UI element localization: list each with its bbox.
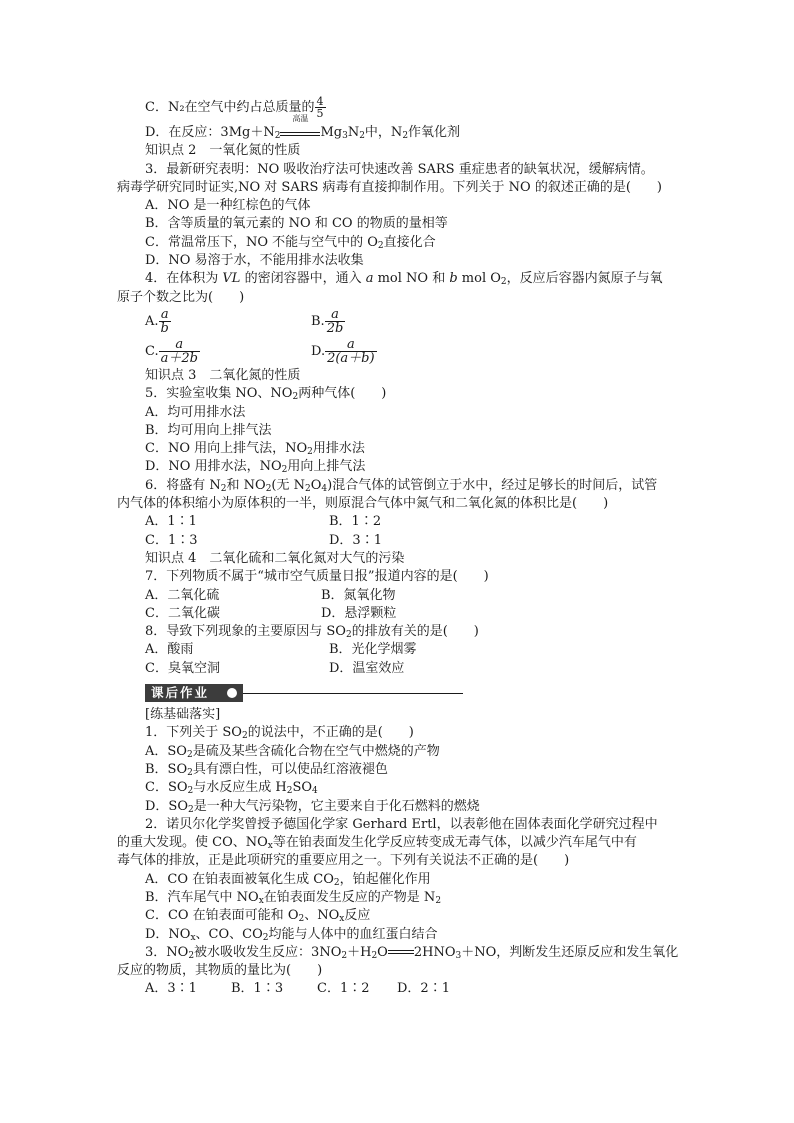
question-text: )混合气体的试管倒立于水中，经过足够长的时间后，试管 xyxy=(327,477,658,493)
option-a: A．NO 是一种红棕色的气体 xyxy=(145,198,311,214)
option-c xyxy=(145,907,690,925)
option-label: A. xyxy=(145,313,159,329)
option-c: C．1∶2 xyxy=(317,981,370,997)
option-text: D．NO xyxy=(145,926,191,942)
option-c: C．1∶3 xyxy=(145,532,198,548)
question-text: 2HNO xyxy=(413,944,456,960)
subscript: 2 xyxy=(435,895,442,906)
options-row xyxy=(145,587,690,605)
question-text: 4．在体积为 xyxy=(145,271,223,287)
question-text: 毒气体的排放，正是此项研究的重要应用之一。下列有关说法不正确的是( ) xyxy=(117,853,570,869)
subscript: x xyxy=(258,895,264,906)
subscript: x xyxy=(267,841,273,852)
question-text: ＋NO，判断发生还原反应和发生氧化 xyxy=(461,944,679,960)
option-c: C．二氧化碳 xyxy=(145,605,220,621)
option-text: 、NO xyxy=(304,908,340,924)
subscript: 2 xyxy=(220,483,227,494)
subscript: 2 xyxy=(286,786,293,797)
subscript: 2 xyxy=(186,749,193,760)
subscript: 4 xyxy=(321,483,328,494)
section-heading: 知识点 2 一氧化氮的性质 xyxy=(145,143,301,159)
options-row xyxy=(145,980,690,998)
question-line xyxy=(117,834,690,852)
subscript: 2 xyxy=(359,131,365,141)
subscript: 3 xyxy=(455,950,462,961)
question-text: 的说法中，不正确的是( ) xyxy=(247,725,414,741)
fraction-denominator: 2b xyxy=(326,320,344,336)
subscript: 2 xyxy=(333,877,340,888)
question-text: 1．下列关于 SO xyxy=(145,725,242,741)
options-row xyxy=(145,532,690,550)
question-text: 病毒学研究同时证实,NO 对 SARS 病毒有直接抑制作用。下列关于 NO 的叙述正确的是( ) xyxy=(117,179,662,195)
question-text: O xyxy=(310,477,322,493)
document-page xyxy=(117,95,690,999)
question-line xyxy=(117,852,690,870)
subscript: 2 xyxy=(345,630,352,641)
option-text: A．SO xyxy=(145,743,187,759)
question-line xyxy=(145,477,690,495)
option-a: A．二氧化硫 xyxy=(145,587,220,603)
option-text: C．NO 用向上排气法，NO xyxy=(145,441,308,457)
subscript: 2 xyxy=(187,767,193,778)
option-label: D. xyxy=(311,343,326,359)
option-c xyxy=(145,779,690,797)
option-d xyxy=(145,798,690,816)
subscript: x xyxy=(339,914,345,925)
question-text: O xyxy=(377,944,388,960)
option-text: 具有漂白性，可以使品红溶液褪色 xyxy=(192,761,388,777)
subscript: 2 xyxy=(241,731,248,742)
subscript: 2 xyxy=(377,240,384,251)
question-text: 被水吸收发生反应：3NO xyxy=(194,944,342,960)
section-heading: 知识点 4 二氧化硫和二氧化氮对大气的污染 xyxy=(145,550,405,566)
option-a: A．1∶1 xyxy=(145,514,197,530)
question-text: 等在铂表面发生化学反应转变成无毒气体，以减少汽车尾气中有 xyxy=(272,835,637,851)
question-line xyxy=(117,962,690,980)
subscript: 2 xyxy=(188,950,195,961)
subscript: 4 xyxy=(312,786,318,797)
subscript: 2 xyxy=(307,447,313,458)
fraction-denominator: a＋2b xyxy=(160,350,198,366)
question-line xyxy=(145,724,690,742)
subscript: 2 xyxy=(341,950,348,961)
subscript: 2 xyxy=(281,465,288,476)
question-text: 内气体的体积缩小为原体积的一半，则原混合气体中氮气和二氧化氮的体积比是( ) xyxy=(117,496,609,512)
option-text: 直接化合 xyxy=(383,234,436,250)
variable: b xyxy=(449,271,458,287)
options-row xyxy=(145,513,690,531)
option-text: C．常温常压下，NO 不能与空气中的 O xyxy=(145,234,378,250)
option-d: D．2∶1 xyxy=(397,981,450,997)
subscript: 2 xyxy=(274,131,281,141)
question-text: 5．实验室收集 NO、NO xyxy=(145,386,293,402)
question-line xyxy=(145,623,690,641)
question-line xyxy=(117,495,690,513)
subscript: 3 xyxy=(342,131,348,141)
question-text: 原子个数之比为( ) xyxy=(117,289,245,305)
question-line xyxy=(117,289,690,307)
subscript: 2 xyxy=(298,914,305,925)
option-d: D．温室效应 xyxy=(329,660,405,676)
equals-bar xyxy=(280,132,320,136)
question-text: ＋H xyxy=(347,944,372,960)
option-b: B．含等质量的氧元素的 NO 和 CO 的物质的量相等 xyxy=(145,216,448,232)
subscript: 2 xyxy=(371,950,378,961)
option-d-line xyxy=(145,114,690,142)
option-text: 是一种大气污染物，它主要来自于化石燃料的燃烧 xyxy=(193,798,480,814)
option-a: A．3∶1 xyxy=(145,981,197,997)
option-text: N xyxy=(347,125,360,140)
question-line xyxy=(117,179,690,197)
options-row xyxy=(145,307,690,337)
question-line xyxy=(145,270,690,288)
question-text: 两种气体( ) xyxy=(298,386,387,402)
option-a: A．均可用排水法 xyxy=(145,404,246,420)
question-line xyxy=(145,385,690,403)
subsection-heading: [练基础落实] xyxy=(145,707,221,723)
question-text: 反应的物质，其物质的量比为( ) xyxy=(117,963,323,979)
option-text: 用向上排气法 xyxy=(287,459,366,475)
option-a xyxy=(145,307,171,337)
subscript: 2 xyxy=(262,932,269,943)
variable: VL xyxy=(222,271,241,287)
question-text: mol NO 和 xyxy=(373,271,450,287)
question-text: 的密闭容器中，通入 xyxy=(240,271,366,287)
option-d xyxy=(145,926,690,944)
option-b: B．1∶3 xyxy=(231,981,284,997)
equals-sign xyxy=(388,950,414,954)
option-text: 是硫及某些含硫化合物在空气中燃烧的产物 xyxy=(192,743,440,759)
subscript: 2 xyxy=(292,392,299,403)
question-text: (无 N xyxy=(271,477,306,493)
options-row xyxy=(145,605,690,623)
question-text: ，反应后容器内氮原子与氧 xyxy=(506,271,663,287)
option-b: B．光化学烟雾 xyxy=(329,642,417,658)
option-c xyxy=(145,337,200,367)
option-b: B．均可用向上排气法 xyxy=(145,422,272,438)
section-banner xyxy=(145,682,690,706)
banner-label: 课后作业 xyxy=(145,684,243,702)
subscript: x xyxy=(190,932,196,943)
option-b: B．氮氧化物 xyxy=(321,587,396,603)
condition-label: 高温 xyxy=(292,114,309,123)
option-label: C. xyxy=(145,343,159,359)
option-b xyxy=(145,761,690,779)
option-c xyxy=(145,440,690,458)
fraction-denominator: 2(a＋b) xyxy=(327,350,375,366)
question-line: 2．诺贝尔化学奖曾授予德国化学家 Gerhard Ertl，以表彰他在固体表面化学研究过程中 xyxy=(145,816,658,832)
option-c-line xyxy=(145,96,690,120)
fraction-numerator: a xyxy=(325,308,346,322)
question-line: 3．最新研究表明：NO 吸收治疗法可快速改善 SARS 重症患者的缺氧状况，缓解病情。 xyxy=(145,161,654,177)
fraction-numerator: a xyxy=(325,338,377,352)
section-heading: 知识点 3 二氧化氮的性质 xyxy=(145,367,301,383)
option-text: D．SO xyxy=(145,798,188,814)
subscript: 2 xyxy=(305,483,311,494)
option-text: 用排水法 xyxy=(312,441,365,457)
option-text: 与水反应生成 H xyxy=(193,780,287,796)
options-row xyxy=(145,641,690,659)
option-text: 中，N xyxy=(364,125,403,140)
option-text: B．汽车尾气中 NO xyxy=(145,889,259,905)
fraction-numerator: a xyxy=(159,338,200,352)
question-line xyxy=(145,944,690,962)
fraction-numerator: 4 xyxy=(316,95,324,108)
options-row xyxy=(145,337,690,367)
fraction-denominator: 5 xyxy=(316,107,324,120)
fraction xyxy=(325,338,377,365)
option-b: B．1∶2 xyxy=(329,514,382,530)
question-text: 6．将盛有 N xyxy=(145,477,221,493)
subscript: 2 xyxy=(500,277,507,288)
option-d xyxy=(311,337,377,367)
subscript: 2 xyxy=(265,483,272,494)
subscript: 2 xyxy=(402,131,409,141)
option-text: C．CO 在铂表面可能和 O xyxy=(145,908,299,924)
subscript: 2 xyxy=(187,786,194,797)
option-d: D．NO 易溶于水，不能用排水法收集 xyxy=(145,253,364,269)
divider xyxy=(243,693,463,694)
option-d: D．3∶1 xyxy=(329,532,382,548)
option-text: 、CO、CO xyxy=(195,926,263,942)
option-a xyxy=(145,871,690,889)
question-text: 和 NO xyxy=(226,477,266,493)
option-text: Mg xyxy=(320,125,343,140)
subscript: 2 xyxy=(188,804,194,815)
option-c xyxy=(145,234,690,252)
option-a xyxy=(145,743,690,761)
option-text: A．CO 在铂表面被氧化生成 CO xyxy=(145,871,334,887)
option-d: D．悬浮颗粒 xyxy=(321,605,397,621)
fraction-denominator: b xyxy=(160,320,169,336)
options-row xyxy=(145,660,690,678)
question-text: 3．NO xyxy=(145,944,189,960)
option-b xyxy=(145,889,690,907)
option-text: SO xyxy=(292,780,313,796)
fraction-numerator: a xyxy=(159,308,171,322)
option-text: C．SO xyxy=(145,780,188,796)
option-text: C．N₂在空气中约占总质量的 xyxy=(145,100,315,115)
question-text: 8．导致下列现象的主要原因与 SO xyxy=(145,624,346,640)
option-label: B. xyxy=(311,313,325,329)
option-text: 反应 xyxy=(344,908,371,924)
option-text: ，铂起催化作用 xyxy=(339,871,431,887)
option-b xyxy=(311,307,345,337)
option-text: 作氧化剂 xyxy=(408,125,461,140)
option-c: C．臭氧空洞 xyxy=(145,660,220,676)
bullet-icon xyxy=(227,688,237,698)
fraction xyxy=(325,308,346,335)
question-text: mol O xyxy=(457,271,501,287)
question-text xyxy=(117,834,637,852)
option-text: B．SO xyxy=(145,761,188,777)
variable: a xyxy=(365,271,374,287)
option-text: D．在反应：3Mg＋N xyxy=(145,125,275,140)
fraction xyxy=(159,338,200,365)
option-text: D．NO 用排水法，NO xyxy=(145,459,282,475)
question-line: 7．下列物质不属于“城市空气质量日报”报道内容的是( ) xyxy=(145,569,489,585)
question-text: 的排放有关的是( ) xyxy=(351,624,479,640)
option-text: 均能与人体中的血红蛋白结合 xyxy=(268,926,438,942)
option-a: A．酸雨 xyxy=(145,642,194,658)
reaction-condition xyxy=(280,114,320,136)
option-d xyxy=(145,458,690,476)
option-text: 在铂表面发生反应的产物是 N xyxy=(263,889,436,905)
fraction xyxy=(159,308,171,335)
question-text: 的重大发现。使 CO、NO xyxy=(117,835,268,851)
